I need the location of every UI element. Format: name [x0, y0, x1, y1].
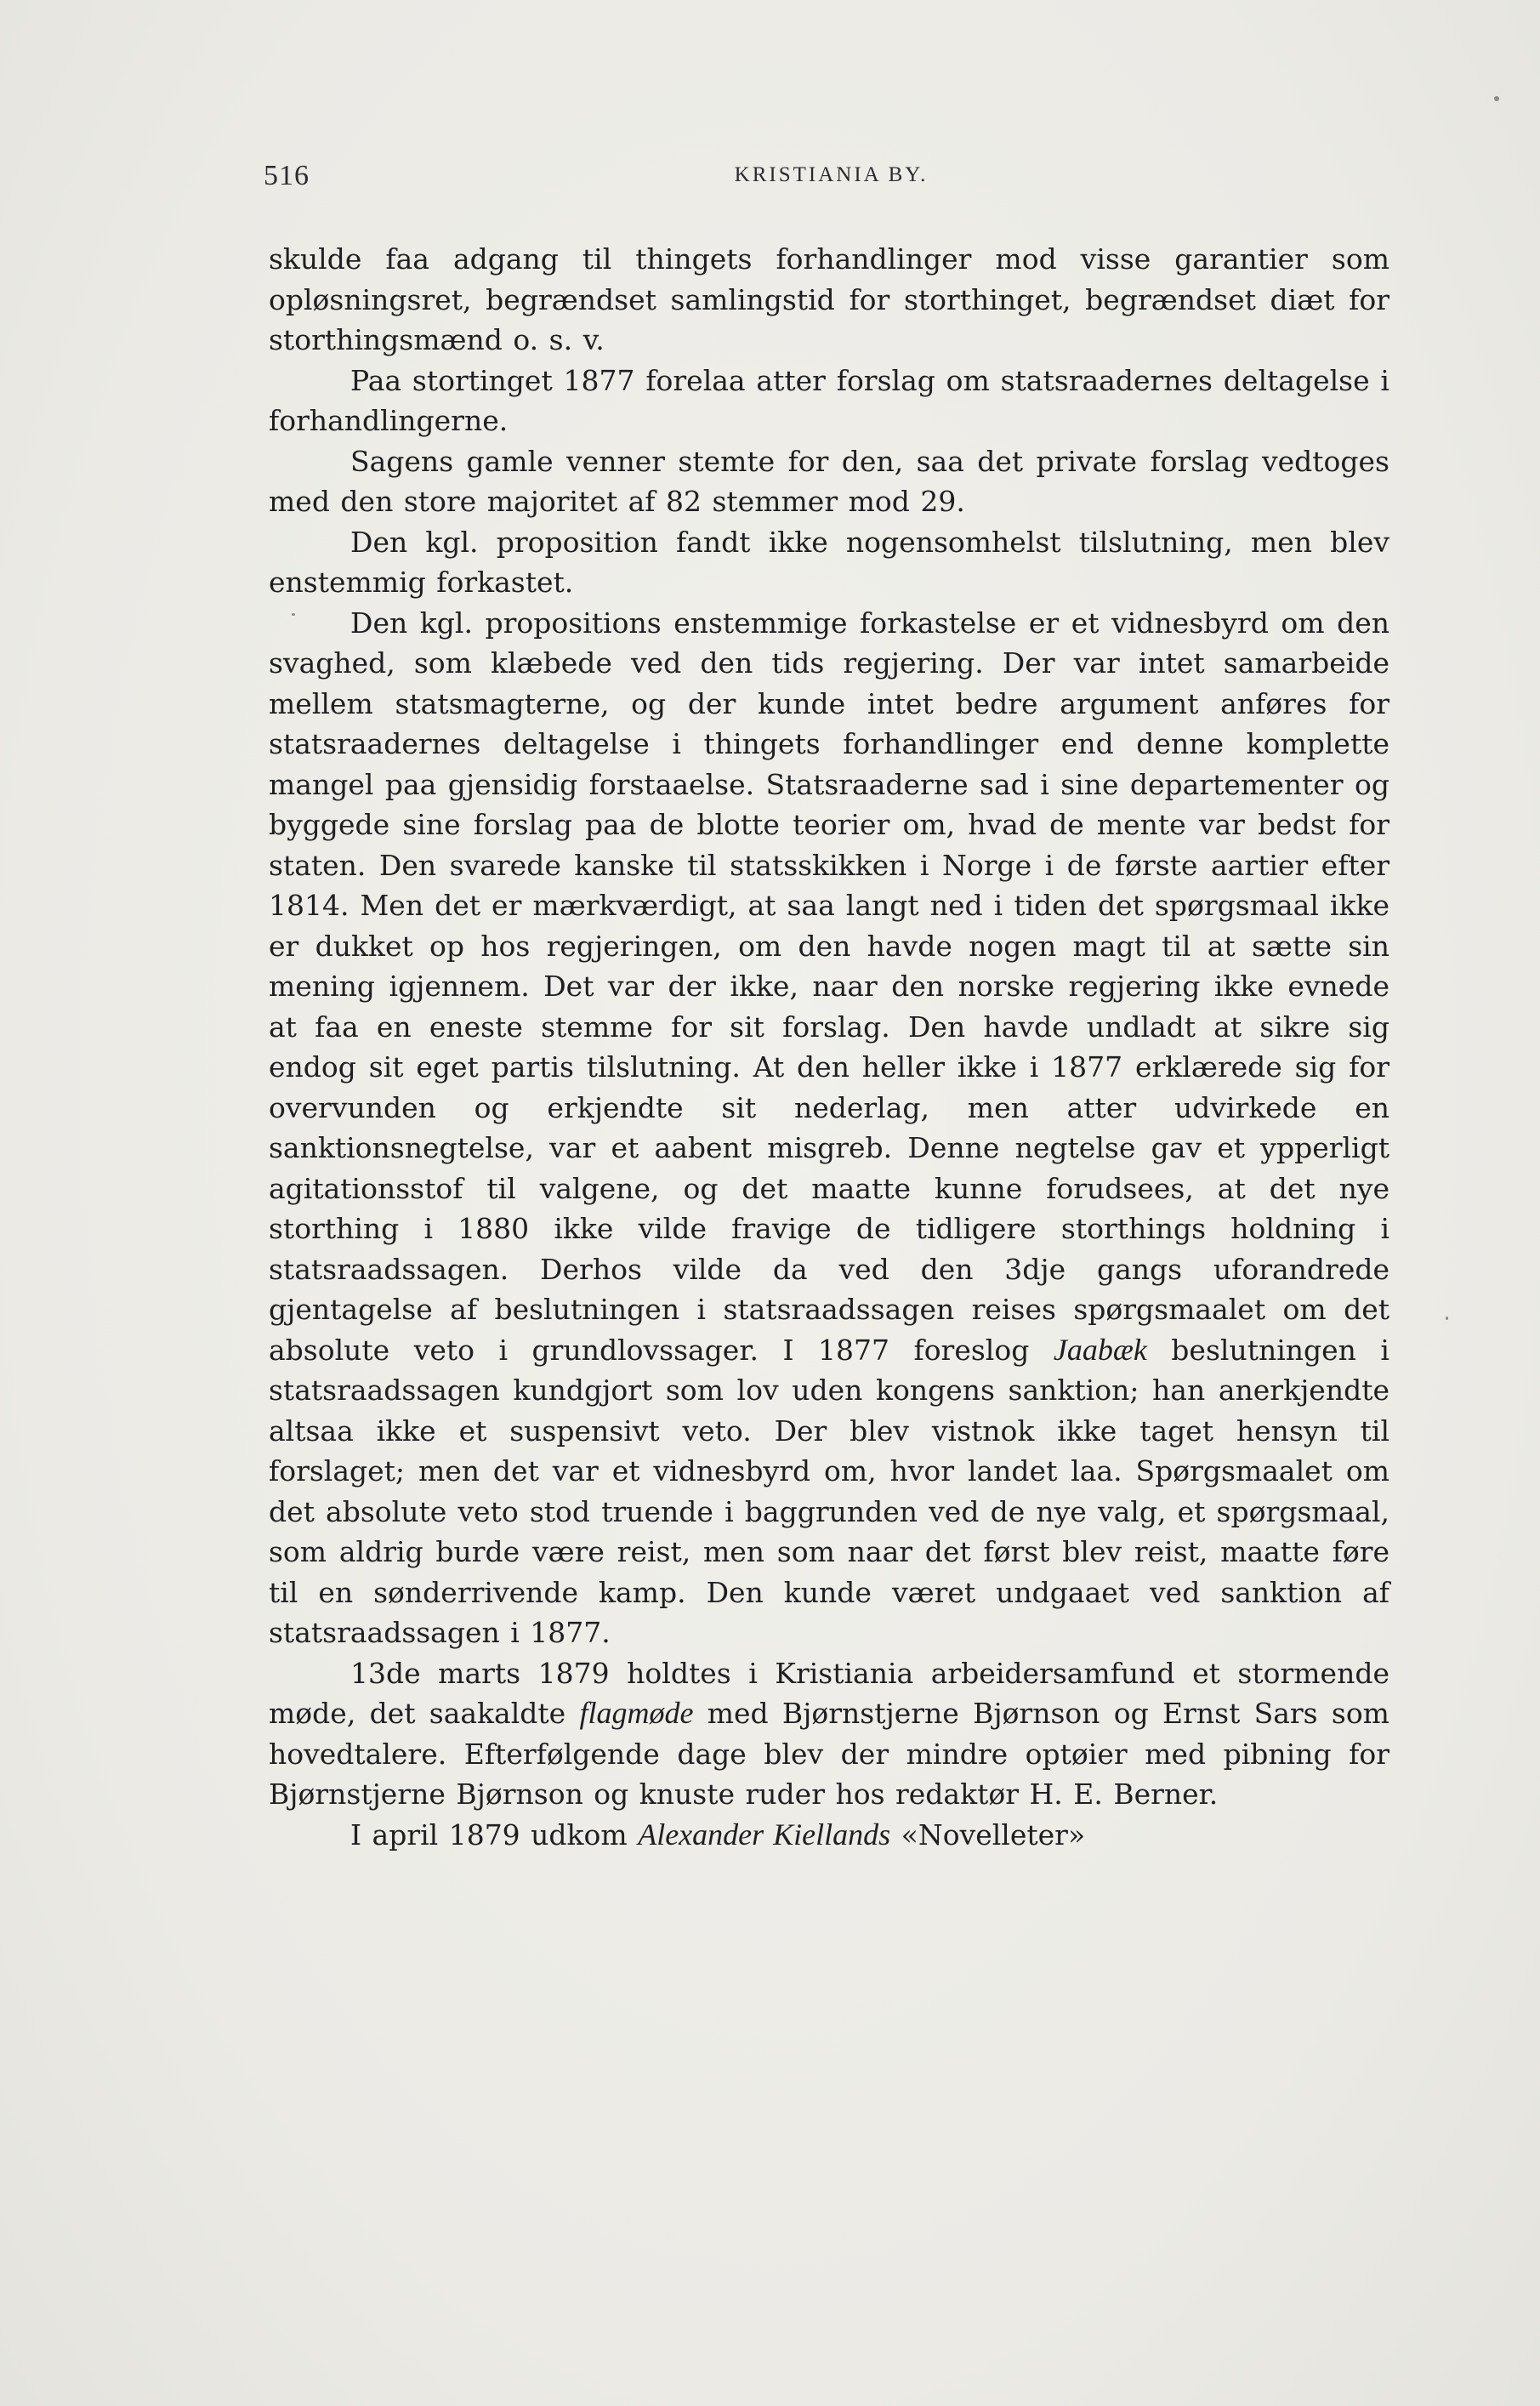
page-speck [1446, 1317, 1448, 1320]
paragraph-text: I april 1879 udkom [350, 1817, 639, 1851]
paragraph-text: Den kgl. proposition fandt ikke nogensomhelst tilslutning, men blev enstemmig forkastet. [269, 525, 1389, 599]
paragraph [269, 1653, 1389, 1815]
italic-name: Jaabæk [1053, 1332, 1147, 1367]
paragraph-text: med Bjørnstjerne Bjørnson og Ernst Sars som hovedtalere. Efterfølgende dage blev der mindre optøier med pibning for Bjørnstjerne Bjørnson og knuste ruder hos redaktør H. E. Berner. [269, 1697, 1389, 1811]
paragraph-text: Sagens gamle venner stemte for den, saa det private forslag vedtoges med den store majoritet af 82 stemmer mod 29. [269, 444, 1389, 518]
paragraph-text: Paa stortinget 1877 forelaa atter forslag om statsraadernes deltagelse i forhandlingerne. [269, 363, 1389, 437]
paragraph [269, 239, 1389, 361]
page-speck [1494, 96, 1499, 101]
paragraph-text: «Novelleter» [890, 1817, 1086, 1851]
page-number: 516 [264, 160, 310, 191]
running-head-title: KRISTIANIA BY. [734, 163, 929, 186]
page-speck [292, 613, 295, 616]
body-text [269, 239, 1389, 1855]
paragraph [269, 603, 1389, 1653]
paragraph [269, 522, 1389, 603]
italic-name: flagmøde [579, 1696, 694, 1730]
paragraph [269, 1815, 1389, 1856]
paragraph-text: 13de marts 1879 holdtes i Kristiania arbeidersamfund et stormende møde, det saakaldte [269, 1656, 1389, 1730]
paragraph-text: beslutningen i statsraadssagen kundgjort som lov uden kongens sanktion; han anerkjendte altsaa ikke et suspensivt veto. Der blev vistnok ikke taget hensyn til forslaget; men det var et vidnesbyrd om, hvor landet laa. Spørgsmaalet om det absolute veto stod truende i baggrunden ved de nye valg, et spørgsmaal, som aldrig burde være reist, men som naar det først blev reist, maatte føre til en sønderrivende kamp. Den kunde været undgaaet ved sanktion af statsraadssagen i 1877. [269, 1333, 1389, 1649]
paragraph [269, 441, 1389, 522]
paragraph-text: Den kgl. propositions enstemmige forkastelse er et vidnesbyrd om den svaghed, som klæbede ved den tids regjering. Der var intet samarbeide mellem statsmagterne, og der kunde intet bedre argument anføres for statsraadernes deltagelse i thingets forhandlinger end denne komplette mangel paa gjensidig forstaaelse. Statsraaderne sad i sine departementer og byggede sine forslag paa de blotte teorier om, hvad de mente var bedst for staten. Den svarede kanske til statsskikken i Norge i de første aartier efter 1814. Men det er mærkværdigt, at saa langt ned i tiden det spørgsmaal ikke er dukket op hos regjeringen, om den havde nogen magt til at sætte sin mening igjennem. Det var der ikke, naar den norske regjering ikke evnede at faa en eneste stemme for sit forslag. Den havde undladt at sikre sig endog sit eget partis tilslutning. At den heller ikke i 1877 erklærede sig for overvunden og erkjendte sit nederlag, men atter udvirkede en sanktionsnegtelse, var et aabent misgreb. Denne negtelse gav et ypperligt agitationsstof til valgene, og det maatte kunne forudsees, at det nye storthing i 1880 ikke vilde fravige de tidligere storthings holdning i statsraadssagen. Derhos vilde da ved den 3dje gangs uforandrede gjentagelse af beslutningen i statsraadssagen reises spørgsmaalet om det absolute veto i grundlovssager. I 1877 foreslog [269, 606, 1389, 1367]
running-head [264, 160, 1399, 197]
paragraph-text: skulde faa adgang til thingets forhandlinger mod visse garantier som opløsningsret, begrændset samlingstid for storthinget, begrændset diæt for storthingsmænd o. s. v. [269, 242, 1389, 356]
italic-name: Alexander Kiellands [638, 1817, 891, 1851]
paragraph [269, 361, 1389, 441]
